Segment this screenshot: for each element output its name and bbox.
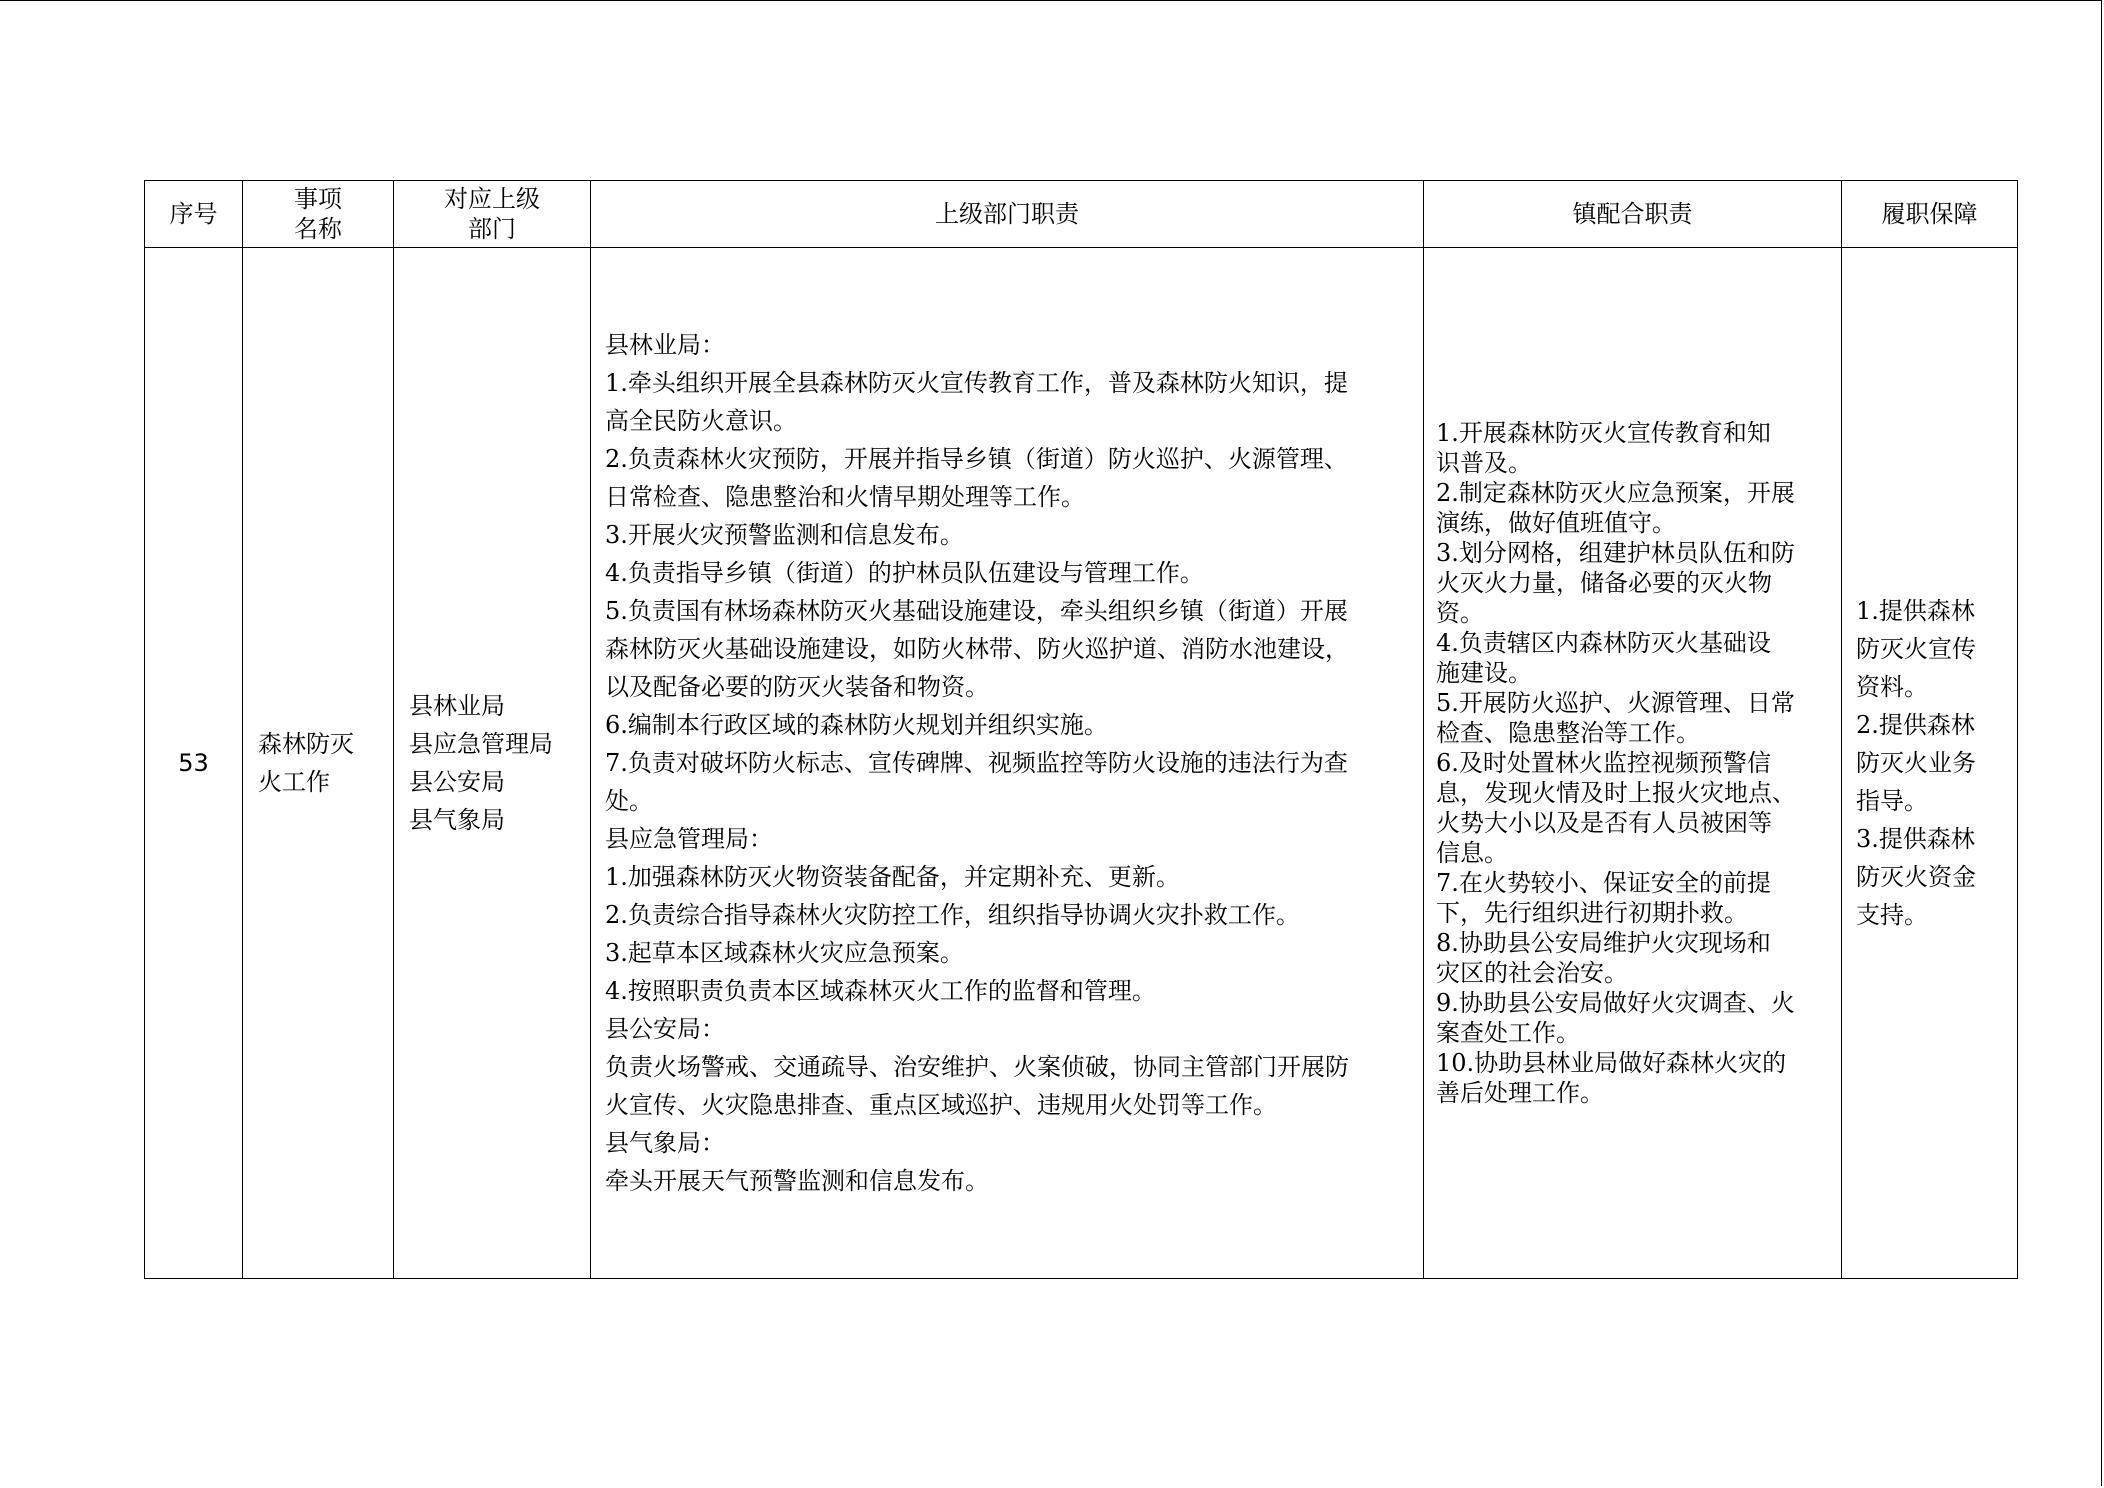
text-line: 森林防灭火基础设施建设，如防火林带、防火巡护道、消防水池建设， <box>605 635 1349 663</box>
text-line: 善后处理工作。 <box>1436 1079 1604 1107</box>
header-name <box>243 181 394 248</box>
text-line: 1.提供森林 <box>1856 597 1975 625</box>
text-line: 9.协助县公安局做好火灾调查、火 <box>1436 989 1795 1017</box>
text-line: 10.协助县林业局做好森林火灾的 <box>1436 1049 1787 1077</box>
text-line: 2.负责综合指导森林火灾防控工作，组织指导协调火灾扑救工作。 <box>605 901 1300 929</box>
text-line: 下，先行组织进行初期扑救。 <box>1436 899 1748 927</box>
text-line: 上级部门职责 <box>935 200 1079 228</box>
text-line: 防灭火资金 <box>1856 863 1976 891</box>
text-line: 火灭火力量，储备必要的灭火物 <box>1436 569 1772 597</box>
text-line: 5.开展防火巡护、火源管理、日常 <box>1436 689 1795 717</box>
text-line: 资料。 <box>1856 673 1928 701</box>
text-line: 序号 <box>169 200 218 228</box>
text-line: 4.负责辖区内森林防灭火基础设 <box>1436 629 1771 657</box>
cell-name <box>243 248 394 1279</box>
text-line: 6.编制本行政区域的森林防火规划并组织实施。 <box>605 711 1108 739</box>
text-line: 对应上级 <box>444 185 540 213</box>
cell-dept <box>394 248 591 1279</box>
text-line: 息，发现火情及时上报火灾地点、 <box>1436 779 1796 807</box>
header-row <box>145 181 2018 248</box>
header-dept <box>394 181 591 248</box>
text-line: 县公安局： <box>605 1015 725 1043</box>
header-guarantee <box>1842 181 2018 248</box>
text-line: 支持。 <box>1856 901 1928 929</box>
text-line: 火宣传、火灾隐患排查、重点区域巡护、违规用火处罚等工作。 <box>605 1091 1277 1119</box>
header-town <box>1424 181 1842 248</box>
header-no <box>145 181 243 248</box>
text-line: 资。 <box>1436 599 1484 627</box>
text-line: 1.开展森林防灭火宣传教育和知 <box>1436 419 1771 447</box>
duty-table <box>144 180 2018 1279</box>
text-line: 2.制定森林防灭火应急预案，开展 <box>1436 479 1795 507</box>
text-line: 2.提供森林 <box>1856 711 1975 739</box>
text-line: 7.负责对破坏防火标志、宣传碑牌、视频监控等防火设施的违法行为查 <box>605 749 1348 777</box>
text-line: 8.协助县公安局维护火灾现场和 <box>1436 929 1771 957</box>
text-line: 4.负责指导乡镇（街道）的护林员队伍建设与管理工作。 <box>605 559 1204 587</box>
text-line: 县应急管理局： <box>605 825 773 853</box>
text-line: 3.起草本区域森林火灾应急预案。 <box>605 939 964 967</box>
text-line: 灾区的社会治安。 <box>1436 959 1628 987</box>
text-line: 演练，做好值班值守。 <box>1436 509 1676 537</box>
text-line: 施建设。 <box>1436 659 1532 687</box>
text-line: 县林业局 <box>409 692 505 720</box>
text-line: 2.负责森林火灾预防，开展并指导乡镇（街道）防火巡护、火源管理、 <box>605 445 1348 473</box>
text-line: 部门 <box>468 215 516 243</box>
text-line: 防灭火宣传 <box>1856 635 1976 663</box>
cell-no: 53 <box>145 248 243 1279</box>
text-line: 名称 <box>294 215 342 243</box>
text-line: 牵头开展天气预警监测和信息发布。 <box>605 1167 989 1195</box>
text-line: 负责火场警戒、交通疏导、治安维护、火案侦破，协同主管部门开展防 <box>605 1053 1349 1081</box>
text-line: 火势大小以及是否有人员被困等 <box>1436 809 1772 837</box>
text-line: 3.提供森林 <box>1856 825 1975 853</box>
text-line: 县气象局 <box>409 806 505 834</box>
text-line: 指导。 <box>1856 787 1928 815</box>
text-line: 县应急管理局 <box>409 730 553 758</box>
text-line: 3.划分网格，组建护林员队伍和防 <box>1436 539 1795 567</box>
text-line: 县公安局 <box>409 768 505 796</box>
text-line: 森林防灭 <box>258 730 354 758</box>
text-line: 防灭火业务 <box>1856 749 1976 777</box>
text-line: 县林业局： <box>605 331 725 359</box>
text-line: 履职保障 <box>1881 200 1978 228</box>
text-line: 镇配合职责 <box>1572 200 1693 228</box>
text-line: 事项 <box>294 185 342 213</box>
cell-upper-duties <box>591 248 1424 1279</box>
text-line: 3.开展火灾预警监测和信息发布。 <box>605 521 964 549</box>
text-line: 检查、隐患整治等工作。 <box>1436 719 1700 747</box>
text-line: 日常检查、隐患整治和火情早期处理等工作。 <box>605 483 1085 511</box>
header-upper <box>591 181 1424 248</box>
text-line: 火工作 <box>258 768 330 796</box>
text-line: 6.及时处置林火监控视频预警信 <box>1436 749 1771 777</box>
text-line: 4.按照职责负责本区域森林灭火工作的监督和管理。 <box>605 977 1156 1005</box>
text-line: 1.加强森林防灭火物资装备配备，并定期补充、更新。 <box>605 863 1180 891</box>
text-line: 5.负责国有林场森林防灭火基础设施建设，牵头组织乡镇（街道）开展 <box>605 597 1348 625</box>
cell-guarantee <box>1842 248 2018 1279</box>
text-line: 1.牵头组织开展全县森林防灭火宣传教育工作，普及森林防火知识，提 <box>605 369 1348 397</box>
text-line: 信息。 <box>1436 839 1508 867</box>
text-line: 高全民防火意识。 <box>605 407 797 435</box>
text-line: 7.在火势较小、保证安全的前提 <box>1436 869 1771 897</box>
text-line: 处。 <box>605 787 653 815</box>
text-line: 识普及。 <box>1436 449 1532 477</box>
text-line: 县气象局： <box>605 1129 725 1157</box>
cell-town-duties <box>1424 248 1842 1279</box>
text-line: 案查处工作。 <box>1436 1019 1580 1047</box>
text-line: 以及配备必要的防灭火装备和物资。 <box>605 673 989 701</box>
table-row <box>145 248 2018 1279</box>
